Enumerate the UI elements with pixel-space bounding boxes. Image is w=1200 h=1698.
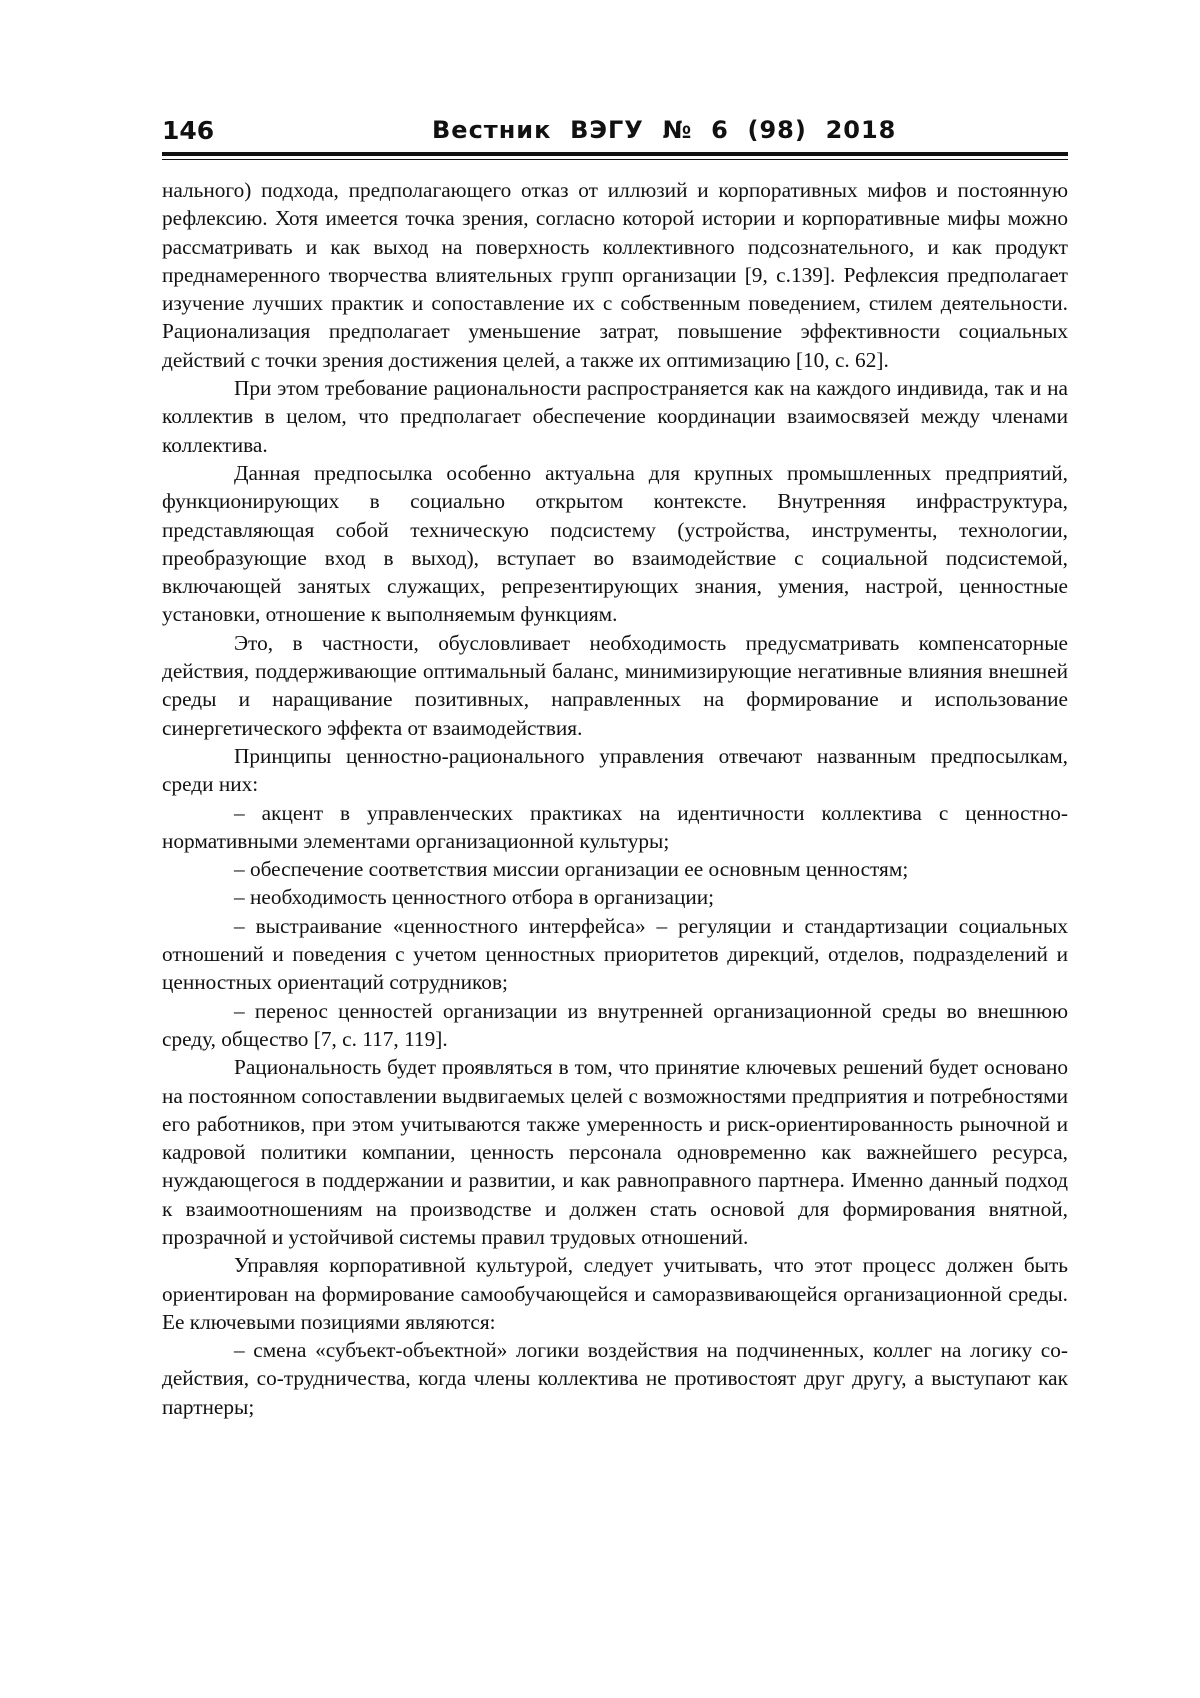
paragraph: Данная предпосылка особенно актуальна для крупных промышленных предприятий, функционирующих в социально открытом контексте. Внутренняя инфраструктура, представляющая собой техническую подсистему (устройства, инструменты, технологии, преобразующие вход в выход), вступает во взаимодействие с социальной подсистемой, включающей занятых служащих, репрезентирующих знания, умения, настрой, ценностные установки, отношение к выполняемым функциям. bbox=[162, 460, 1068, 627]
paragraph: При этом требование рациональности распространяется как на каждого индивида, так и на коллектив в целом, что предполагает обеспечение координации взаимосвязей между членами коллектива. bbox=[162, 376, 1068, 457]
paragraph: Рациональность будет проявляться в том, что принятие ключевых решений будет основано на постоянном сопоставлении выдвигаемых целей с возможностями предприятия и потребностями его работников, при этом учитываются также умеренность и риск-ориентированность рыночной и кадровой политики компании, ценность персонала одновременно как важнейшего ресурса, нуждающегося в поддержании и развитии, и как равноправного партнера. Именно данный подход к взаимоотношениям на производстве и должен стать основой для формирования внятной, прозрачной и устойчивой системы правил трудовых отношений. bbox=[162, 1055, 1068, 1249]
running-header bbox=[162, 116, 1068, 152]
continuation-paragraph: нального) подхода, предполагающего отказ от иллюзий и корпоративных мифов и постоянную рефлексию. Хотя имеется точка зрения, согласно которой истории и корпоративные мифы можно рассматривать и как выход на поверхность коллективного подсознательного, и как продукт преднамеренного творчества влиятельных групп организации [9, с.139]. Рефлексия предполагает изучение лучших практик и сопоставление их с собственным поведением, стилем деятельности. Рационализация предполагает уменьшение затрат, повышение эффективности социальных действий с точки зрения достижения целей, а также их оптимизацию [10, с. 62]. bbox=[162, 178, 1068, 372]
list-item: – выстраивание «ценностного интерфейса» – регуляции и стандартизации социальных отношений и поведения с учетом ценностных приоритетов дирекций, отделов, подразделений и ценностных ориентаций сотрудников; bbox=[162, 913, 1068, 995]
paragraph: Принципы ценностно-рационального управления отвечают названным предпосылкам, среди них: bbox=[162, 743, 1068, 797]
list-item: – акцент в управленческих практиках на идентичности коллектива с ценностно-нормативными элементами организационной культуры; bbox=[162, 800, 1068, 853]
paragraph: Это, в частности, обусловливает необходимость предусматривать компенсаторные действия, поддерживающие оптимальный баланс, минимизирующие негативные влияния внешней среды и наращивание позитивных, направленных на формирование и использование синергетического эффекта от взаимодействия. bbox=[162, 630, 1068, 740]
header-rule-thick bbox=[162, 152, 1068, 156]
header-rule-thin bbox=[162, 159, 1068, 160]
article-body bbox=[162, 176, 1068, 1421]
journal-title: Вестник ВЭГУ № 6 (98) 2018 bbox=[432, 116, 897, 144]
list-item: – перенос ценностей организации из внутренней организационной среды во внешнюю среду, общество [7, с. 117, 119]. bbox=[162, 998, 1068, 1051]
paragraph: Управляя корпоративной культурой, следует учитывать, что этот процесс должен быть ориентирован на формирование самообучающейся и саморазвивающейся организационной среды. Ее ключевыми позициями являются: bbox=[162, 1253, 1068, 1334]
list-item: – обеспечение соответствия миссии организации ее основным ценностям; bbox=[234, 857, 909, 882]
page-number: 146 bbox=[162, 116, 215, 145]
list-item: – необходимость ценностного отбора в организации; bbox=[234, 885, 715, 910]
list-item: – смена «субъект-объектной» логики воздействия на подчиненных, коллег на логику со-действия, со-трудничества, когда члены коллектива не противостоят друг другу, а выступают как партнеры; bbox=[162, 1338, 1068, 1419]
